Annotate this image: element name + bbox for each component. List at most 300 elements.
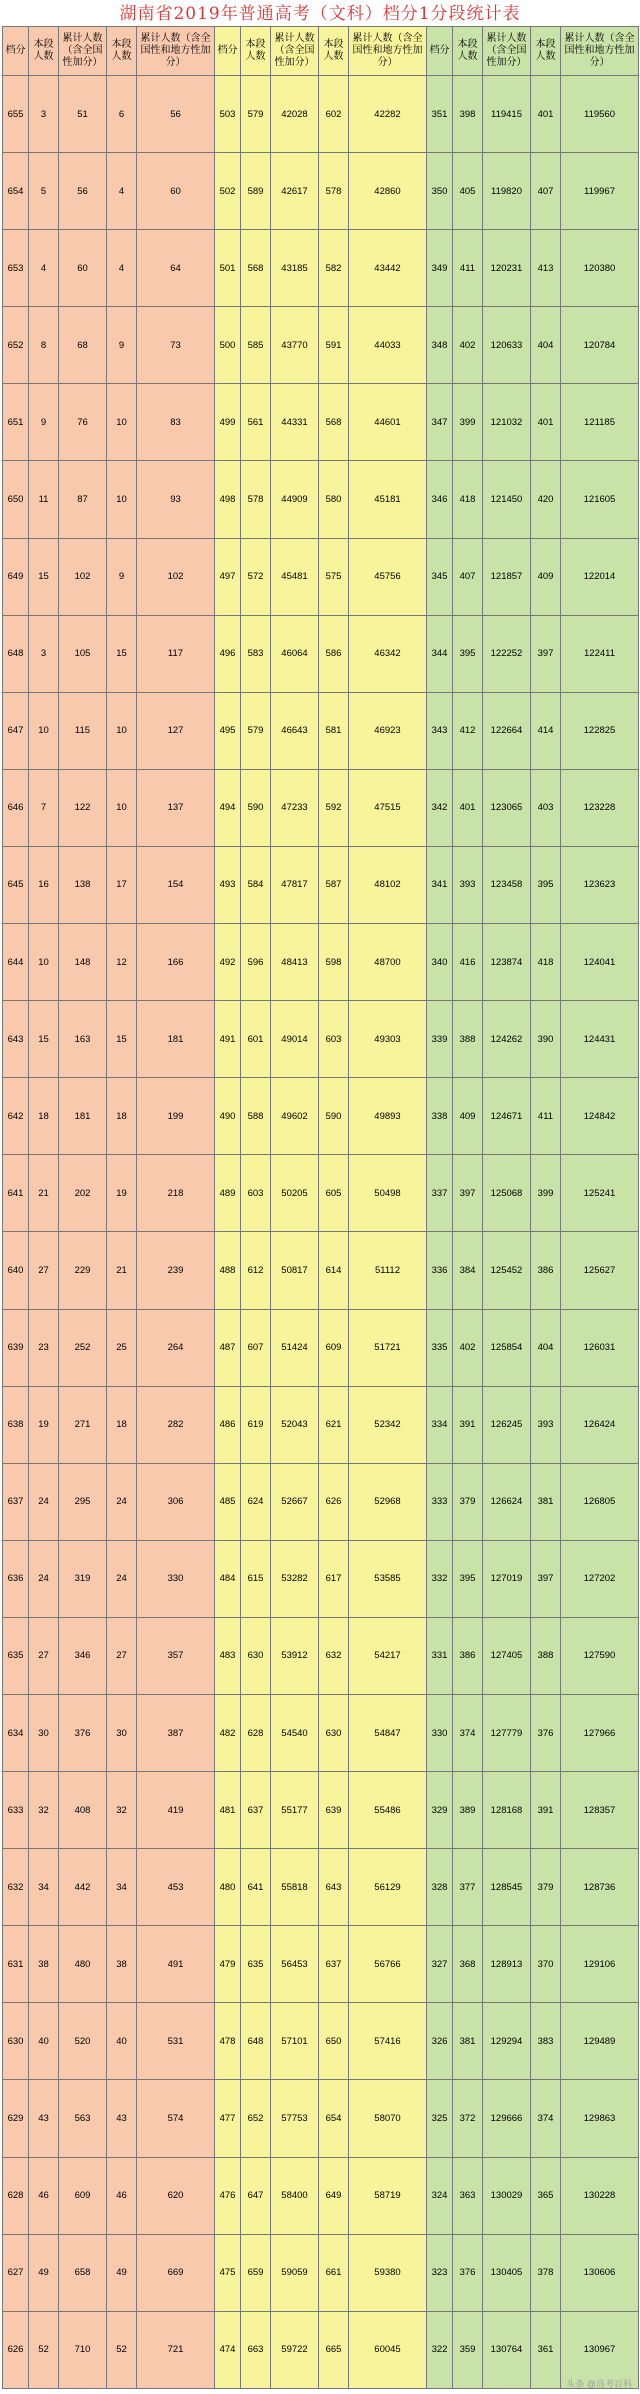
count-cell: 9 bbox=[107, 307, 137, 384]
table-row bbox=[3, 924, 639, 1001]
count-cell: 127405 bbox=[483, 1617, 531, 1694]
table-row bbox=[3, 2003, 639, 2080]
count-cell: 624 bbox=[241, 1463, 271, 1540]
count-cell: 397 bbox=[531, 1540, 561, 1617]
table-row bbox=[3, 769, 639, 846]
count-cell: 409 bbox=[453, 1078, 483, 1155]
count-cell: 575 bbox=[319, 538, 349, 615]
count-cell: 45756 bbox=[349, 538, 427, 615]
count-cell: 123228 bbox=[561, 769, 639, 846]
count-cell: 73 bbox=[137, 307, 215, 384]
count-cell: 621 bbox=[319, 1386, 349, 1463]
count-cell: 125627 bbox=[561, 1232, 639, 1309]
count-cell: 58719 bbox=[349, 2157, 427, 2234]
count-cell: 601 bbox=[241, 1001, 271, 1078]
count-cell: 386 bbox=[531, 1232, 561, 1309]
count-cell: 115 bbox=[59, 692, 107, 769]
count-cell: 46923 bbox=[349, 692, 427, 769]
count-cell: 615 bbox=[241, 1540, 271, 1617]
count-cell: 24 bbox=[29, 1463, 59, 1540]
count-cell: 376 bbox=[531, 1694, 561, 1771]
count-cell: 12 bbox=[107, 924, 137, 1001]
count-cell: 389 bbox=[453, 1772, 483, 1849]
count-cell: 10 bbox=[29, 924, 59, 1001]
count-cell: 119967 bbox=[561, 153, 639, 230]
count-cell: 129863 bbox=[561, 2080, 639, 2157]
count-cell: 376 bbox=[453, 2234, 483, 2311]
count-cell: 121450 bbox=[483, 461, 531, 538]
score-cell: 331 bbox=[427, 1617, 453, 1694]
table-row bbox=[3, 2311, 639, 2388]
count-cell: 643 bbox=[319, 1849, 349, 1926]
count-cell: 388 bbox=[453, 1001, 483, 1078]
count-cell: 120231 bbox=[483, 230, 531, 307]
score-cell: 643 bbox=[3, 1001, 29, 1078]
score-cell: 654 bbox=[3, 153, 29, 230]
count-cell: 51424 bbox=[271, 1309, 319, 1386]
score-cell: 648 bbox=[3, 615, 29, 692]
count-cell: 120633 bbox=[483, 307, 531, 384]
count-cell: 60 bbox=[137, 153, 215, 230]
count-cell: 56 bbox=[137, 76, 215, 153]
count-cell: 4 bbox=[29, 230, 59, 307]
count-cell: 122664 bbox=[483, 692, 531, 769]
count-cell: 639 bbox=[319, 1772, 349, 1849]
score-cell: 480 bbox=[215, 1849, 241, 1926]
count-cell: 57753 bbox=[271, 2080, 319, 2157]
count-cell: 83 bbox=[137, 384, 215, 461]
count-cell: 181 bbox=[137, 1001, 215, 1078]
score-cell: 335 bbox=[427, 1309, 453, 1386]
count-cell: 52667 bbox=[271, 1463, 319, 1540]
count-cell: 16 bbox=[29, 846, 59, 923]
score-cell: 492 bbox=[215, 924, 241, 1001]
column-header: 档分 bbox=[215, 27, 241, 76]
count-cell: 18 bbox=[29, 1078, 59, 1155]
count-cell: 128736 bbox=[561, 1849, 639, 1926]
count-cell: 383 bbox=[531, 2003, 561, 2080]
count-cell: 10 bbox=[107, 769, 137, 846]
count-cell: 584 bbox=[241, 846, 271, 923]
count-cell: 412 bbox=[453, 692, 483, 769]
score-cell: 477 bbox=[215, 2080, 241, 2157]
score-cell: 651 bbox=[3, 384, 29, 461]
score-cell: 646 bbox=[3, 769, 29, 846]
count-cell: 38 bbox=[29, 1926, 59, 2003]
score-cell: 497 bbox=[215, 538, 241, 615]
count-cell: 125452 bbox=[483, 1232, 531, 1309]
count-cell: 137 bbox=[137, 769, 215, 846]
column-header: 本段人数 bbox=[241, 27, 271, 76]
count-cell: 46 bbox=[29, 2157, 59, 2234]
count-cell: 55818 bbox=[271, 1849, 319, 1926]
count-cell: 27 bbox=[107, 1617, 137, 1694]
count-cell: 44909 bbox=[271, 461, 319, 538]
count-cell: 122014 bbox=[561, 538, 639, 615]
count-cell: 628 bbox=[241, 1694, 271, 1771]
count-cell: 654 bbox=[319, 2080, 349, 2157]
count-cell: 55177 bbox=[271, 1772, 319, 1849]
count-cell: 663 bbox=[241, 2311, 271, 2388]
count-cell: 413 bbox=[531, 230, 561, 307]
count-cell: 393 bbox=[531, 1386, 561, 1463]
count-cell: 368 bbox=[453, 1926, 483, 2003]
count-cell: 442 bbox=[59, 1849, 107, 1926]
count-cell: 125854 bbox=[483, 1309, 531, 1386]
count-cell: 391 bbox=[453, 1386, 483, 1463]
count-cell: 578 bbox=[241, 461, 271, 538]
table-row bbox=[3, 1309, 639, 1386]
count-cell: 402 bbox=[453, 307, 483, 384]
count-cell: 40 bbox=[29, 2003, 59, 2080]
score-cell: 637 bbox=[3, 1463, 29, 1540]
count-cell: 9 bbox=[29, 384, 59, 461]
count-cell: 395 bbox=[453, 615, 483, 692]
count-cell: 49 bbox=[107, 2234, 137, 2311]
score-cell: 634 bbox=[3, 1694, 29, 1771]
count-cell: 48102 bbox=[349, 846, 427, 923]
score-cell: 349 bbox=[427, 230, 453, 307]
count-cell: 166 bbox=[137, 924, 215, 1001]
score-cell: 345 bbox=[427, 538, 453, 615]
count-cell: 637 bbox=[241, 1772, 271, 1849]
table-body bbox=[3, 76, 639, 2389]
page-title: 湖南省2019年普通高考（文科）档分1分段统计表 bbox=[119, 4, 521, 24]
score-cell: 483 bbox=[215, 1617, 241, 1694]
count-cell: 387 bbox=[137, 1694, 215, 1771]
count-cell: 46643 bbox=[271, 692, 319, 769]
count-cell: 609 bbox=[319, 1309, 349, 1386]
count-cell: 44033 bbox=[349, 307, 427, 384]
count-cell: 127590 bbox=[561, 1617, 639, 1694]
count-cell: 51721 bbox=[349, 1309, 427, 1386]
score-cell: 482 bbox=[215, 1694, 241, 1771]
count-cell: 365 bbox=[531, 2157, 561, 2234]
count-cell: 649 bbox=[319, 2157, 349, 2234]
count-cell: 408 bbox=[59, 1772, 107, 1849]
count-cell: 581 bbox=[319, 692, 349, 769]
score-cell: 486 bbox=[215, 1386, 241, 1463]
table-row bbox=[3, 615, 639, 692]
count-cell: 306 bbox=[137, 1463, 215, 1540]
count-cell: 612 bbox=[241, 1232, 271, 1309]
count-cell: 361 bbox=[531, 2311, 561, 2388]
count-cell: 130029 bbox=[483, 2157, 531, 2234]
count-cell: 372 bbox=[453, 2080, 483, 2157]
score-cell: 350 bbox=[427, 153, 453, 230]
count-cell: 271 bbox=[59, 1386, 107, 1463]
count-cell: 52968 bbox=[349, 1463, 427, 1540]
count-cell: 56 bbox=[59, 153, 107, 230]
score-cell: 496 bbox=[215, 615, 241, 692]
count-cell: 588 bbox=[241, 1078, 271, 1155]
score-cell: 348 bbox=[427, 307, 453, 384]
score-cell: 655 bbox=[3, 76, 29, 153]
count-cell: 54847 bbox=[349, 1694, 427, 1771]
count-cell: 617 bbox=[319, 1540, 349, 1617]
score-cell: 341 bbox=[427, 846, 453, 923]
count-cell: 43185 bbox=[271, 230, 319, 307]
count-cell: 138 bbox=[59, 846, 107, 923]
count-cell: 381 bbox=[453, 2003, 483, 2080]
score-cell: 642 bbox=[3, 1078, 29, 1155]
count-cell: 420 bbox=[531, 461, 561, 538]
count-cell: 520 bbox=[59, 2003, 107, 2080]
count-cell: 319 bbox=[59, 1540, 107, 1617]
count-cell: 602 bbox=[319, 76, 349, 153]
count-cell: 10 bbox=[107, 384, 137, 461]
count-cell: 57101 bbox=[271, 2003, 319, 2080]
column-header: 累计人数（含全国性和地方性加分） bbox=[561, 27, 639, 76]
count-cell: 50817 bbox=[271, 1232, 319, 1309]
count-cell: 4 bbox=[107, 153, 137, 230]
count-cell: 401 bbox=[531, 384, 561, 461]
count-cell: 53912 bbox=[271, 1617, 319, 1694]
count-cell: 619 bbox=[241, 1386, 271, 1463]
score-cell: 326 bbox=[427, 2003, 453, 2080]
count-cell: 379 bbox=[453, 1463, 483, 1540]
count-cell: 130405 bbox=[483, 2234, 531, 2311]
count-cell: 391 bbox=[531, 1772, 561, 1849]
count-cell: 3 bbox=[29, 615, 59, 692]
score-cell: 481 bbox=[215, 1772, 241, 1849]
count-cell: 24 bbox=[107, 1463, 137, 1540]
count-cell: 386 bbox=[453, 1617, 483, 1694]
count-cell: 407 bbox=[531, 153, 561, 230]
count-cell: 34 bbox=[107, 1849, 137, 1926]
column-header: 累计人数（含全国性加分） bbox=[59, 27, 107, 76]
score-cell: 645 bbox=[3, 846, 29, 923]
score-cell: 325 bbox=[427, 2080, 453, 2157]
count-cell: 123623 bbox=[561, 846, 639, 923]
count-cell: 117 bbox=[137, 615, 215, 692]
count-cell: 531 bbox=[137, 2003, 215, 2080]
score-cell: 501 bbox=[215, 230, 241, 307]
count-cell: 42282 bbox=[349, 76, 427, 153]
score-cell: 493 bbox=[215, 846, 241, 923]
score-cell: 640 bbox=[3, 1232, 29, 1309]
count-cell: 121605 bbox=[561, 461, 639, 538]
table-row bbox=[3, 1617, 639, 1694]
count-cell: 9 bbox=[107, 538, 137, 615]
count-cell: 579 bbox=[241, 76, 271, 153]
count-cell: 119820 bbox=[483, 153, 531, 230]
count-cell: 43 bbox=[29, 2080, 59, 2157]
count-cell: 30 bbox=[29, 1694, 59, 1771]
count-cell: 8 bbox=[29, 307, 59, 384]
count-cell: 370 bbox=[531, 1926, 561, 2003]
count-cell: 126245 bbox=[483, 1386, 531, 1463]
count-cell: 102 bbox=[137, 538, 215, 615]
table-row bbox=[3, 76, 639, 153]
count-cell: 605 bbox=[319, 1155, 349, 1232]
count-cell: 124842 bbox=[561, 1078, 639, 1155]
score-cell: 633 bbox=[3, 1772, 29, 1849]
count-cell: 11 bbox=[29, 461, 59, 538]
count-cell: 376 bbox=[59, 1694, 107, 1771]
count-cell: 583 bbox=[241, 615, 271, 692]
score-cell: 498 bbox=[215, 461, 241, 538]
column-header: 本段人数 bbox=[107, 27, 137, 76]
count-cell: 563 bbox=[59, 2080, 107, 2157]
count-cell: 388 bbox=[531, 1617, 561, 1694]
count-cell: 409 bbox=[531, 538, 561, 615]
column-header: 本段人数 bbox=[453, 27, 483, 76]
score-cell: 347 bbox=[427, 384, 453, 461]
score-cell: 332 bbox=[427, 1540, 453, 1617]
score-cell: 495 bbox=[215, 692, 241, 769]
count-cell: 46342 bbox=[349, 615, 427, 692]
count-cell: 626 bbox=[319, 1463, 349, 1540]
count-cell: 19 bbox=[107, 1155, 137, 1232]
count-cell: 401 bbox=[531, 76, 561, 153]
count-cell: 76 bbox=[59, 384, 107, 461]
count-cell: 124262 bbox=[483, 1001, 531, 1078]
count-cell: 129294 bbox=[483, 2003, 531, 2080]
count-cell: 282 bbox=[137, 1386, 215, 1463]
count-cell: 129489 bbox=[561, 2003, 639, 2080]
score-cell: 474 bbox=[215, 2311, 241, 2388]
count-cell: 102 bbox=[59, 538, 107, 615]
count-cell: 401 bbox=[453, 769, 483, 846]
count-cell: 127 bbox=[137, 692, 215, 769]
column-header: 累计人数（含全国性和地方性加分） bbox=[349, 27, 427, 76]
count-cell: 130764 bbox=[483, 2311, 531, 2388]
count-cell: 3 bbox=[29, 76, 59, 153]
count-cell: 58070 bbox=[349, 2080, 427, 2157]
score-cell: 328 bbox=[427, 1849, 453, 1926]
count-cell: 607 bbox=[241, 1309, 271, 1386]
count-cell: 42028 bbox=[271, 76, 319, 153]
count-cell: 480 bbox=[59, 1926, 107, 2003]
score-cell: 489 bbox=[215, 1155, 241, 1232]
table-row bbox=[3, 307, 639, 384]
count-cell: 395 bbox=[453, 1540, 483, 1617]
count-cell: 18 bbox=[107, 1386, 137, 1463]
column-header: 本段人数 bbox=[29, 27, 59, 76]
table-row bbox=[3, 153, 639, 230]
count-cell: 603 bbox=[319, 1001, 349, 1078]
table-row bbox=[3, 1155, 639, 1232]
count-cell: 589 bbox=[241, 153, 271, 230]
count-cell: 635 bbox=[241, 1926, 271, 2003]
score-cell: 632 bbox=[3, 1849, 29, 1926]
count-cell: 60 bbox=[59, 230, 107, 307]
count-cell: 126805 bbox=[561, 1463, 639, 1540]
count-cell: 130228 bbox=[561, 2157, 639, 2234]
count-cell: 648 bbox=[241, 2003, 271, 2080]
count-cell: 52 bbox=[107, 2311, 137, 2388]
score-cell: 491 bbox=[215, 1001, 241, 1078]
column-header: 本段人数 bbox=[531, 27, 561, 76]
count-cell: 123874 bbox=[483, 924, 531, 1001]
count-cell: 48700 bbox=[349, 924, 427, 1001]
count-cell: 641 bbox=[241, 1849, 271, 1926]
count-cell: 32 bbox=[107, 1772, 137, 1849]
count-cell: 6 bbox=[107, 76, 137, 153]
count-cell: 229 bbox=[59, 1232, 107, 1309]
count-cell: 181 bbox=[59, 1078, 107, 1155]
count-cell: 121857 bbox=[483, 538, 531, 615]
count-cell: 414 bbox=[531, 692, 561, 769]
count-cell: 587 bbox=[319, 846, 349, 923]
count-cell: 419 bbox=[137, 1772, 215, 1849]
count-cell: 43770 bbox=[271, 307, 319, 384]
count-cell: 10 bbox=[107, 692, 137, 769]
score-cell: 499 bbox=[215, 384, 241, 461]
count-cell: 395 bbox=[531, 846, 561, 923]
table-row bbox=[3, 461, 639, 538]
score-cell: 484 bbox=[215, 1540, 241, 1617]
count-cell: 17 bbox=[107, 846, 137, 923]
count-cell: 374 bbox=[531, 2080, 561, 2157]
table-header bbox=[3, 27, 639, 76]
count-cell: 239 bbox=[137, 1232, 215, 1309]
score-cell: 337 bbox=[427, 1155, 453, 1232]
count-cell: 614 bbox=[319, 1232, 349, 1309]
count-cell: 416 bbox=[453, 924, 483, 1001]
table-row bbox=[3, 2080, 639, 2157]
count-cell: 105 bbox=[59, 615, 107, 692]
count-cell: 148 bbox=[59, 924, 107, 1001]
count-cell: 51112 bbox=[349, 1232, 427, 1309]
count-cell: 126031 bbox=[561, 1309, 639, 1386]
score-cell: 478 bbox=[215, 2003, 241, 2080]
count-cell: 402 bbox=[453, 1309, 483, 1386]
count-cell: 398 bbox=[453, 76, 483, 153]
count-cell: 49893 bbox=[349, 1078, 427, 1155]
count-cell: 585 bbox=[241, 307, 271, 384]
count-cell: 264 bbox=[137, 1309, 215, 1386]
score-cell: 653 bbox=[3, 230, 29, 307]
count-cell: 15 bbox=[29, 1001, 59, 1078]
count-cell: 598 bbox=[319, 924, 349, 1001]
count-cell: 596 bbox=[241, 924, 271, 1001]
count-cell: 42617 bbox=[271, 153, 319, 230]
table-row bbox=[3, 1540, 639, 1617]
count-cell: 128357 bbox=[561, 1772, 639, 1849]
count-cell: 128545 bbox=[483, 1849, 531, 1926]
count-cell: 124671 bbox=[483, 1078, 531, 1155]
count-cell: 658 bbox=[59, 2234, 107, 2311]
count-cell: 163 bbox=[59, 1001, 107, 1078]
count-cell: 47233 bbox=[271, 769, 319, 846]
score-cell: 339 bbox=[427, 1001, 453, 1078]
count-cell: 27 bbox=[29, 1617, 59, 1694]
table-row bbox=[3, 1232, 639, 1309]
count-cell: 55486 bbox=[349, 1772, 427, 1849]
table-row bbox=[3, 384, 639, 461]
count-cell: 128913 bbox=[483, 1926, 531, 2003]
count-cell: 120784 bbox=[561, 307, 639, 384]
count-cell: 122252 bbox=[483, 615, 531, 692]
count-cell: 359 bbox=[453, 2311, 483, 2388]
count-cell: 87 bbox=[59, 461, 107, 538]
score-cell: 649 bbox=[3, 538, 29, 615]
score-cell: 488 bbox=[215, 1232, 241, 1309]
count-cell: 403 bbox=[531, 769, 561, 846]
count-cell: 590 bbox=[319, 1078, 349, 1155]
count-cell: 30 bbox=[107, 1694, 137, 1771]
count-cell: 632 bbox=[319, 1617, 349, 1694]
table-row bbox=[3, 2234, 639, 2311]
count-cell: 119415 bbox=[483, 76, 531, 153]
score-cell: 635 bbox=[3, 1617, 29, 1694]
count-cell: 15 bbox=[107, 615, 137, 692]
score-cell: 344 bbox=[427, 615, 453, 692]
count-cell: 120380 bbox=[561, 230, 639, 307]
count-cell: 126624 bbox=[483, 1463, 531, 1540]
